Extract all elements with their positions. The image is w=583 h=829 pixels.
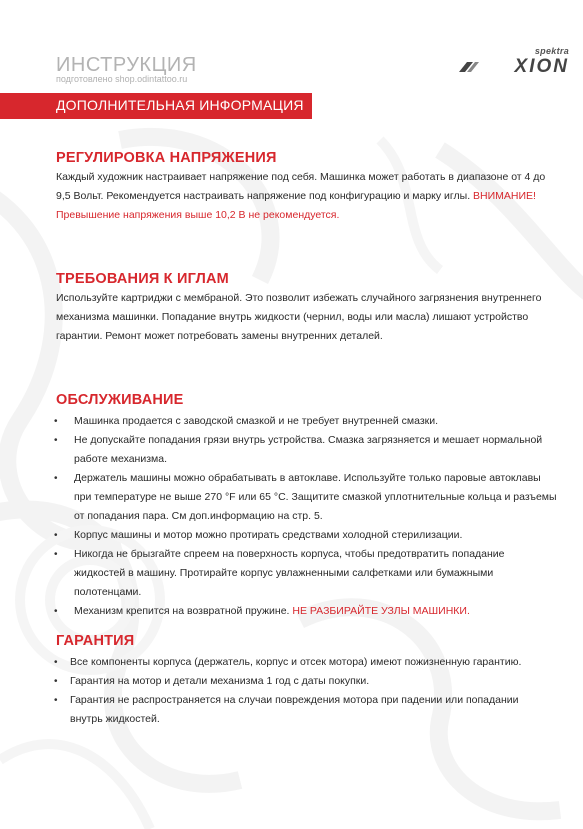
list-item: • Машинка продается с заводской смазкой и не требует внутренней смазки. bbox=[56, 412, 571, 431]
voltage-line-3: Превышение напряжения выше 10,2 В не рекомендуется. bbox=[56, 209, 340, 221]
heading-needles: ТРЕБОВАНИЯ К ИГЛАМ bbox=[56, 271, 229, 287]
list-item: • Не допускайте попадания грязи внутрь устройства. Смазка загрязняется и мешает нормальной работе механизма. bbox=[56, 431, 571, 469]
needles-line-1: Используйте картриджи с мембраной. Это позволит избежать случайного загрязнения внутреннего bbox=[56, 292, 542, 304]
voltage-line-2: 9,5 Вольт. Рекомендуется настраивать напряжение под конфигурацию и марку иглы. ВНИМАНИЕ! bbox=[56, 190, 536, 202]
heading-voltage: РЕГУЛИРОВКА НАПРЯЖЕНИЯ bbox=[56, 150, 277, 166]
disassembly-warning: НЕ РАЗБИРАЙТЕ УЗЛЫ МАШИНКИ. bbox=[292, 605, 470, 617]
section-voltage bbox=[56, 150, 571, 225]
banner-text: ДОПОЛНИТЕЛЬНАЯ ИНФОРМАЦИЯ bbox=[56, 97, 304, 113]
warranty-list bbox=[56, 653, 571, 729]
logo-spektra: spektra bbox=[534, 46, 569, 56]
list-item: • Механизм крепится на возвратной пружине. НЕ РАЗБИРАЙТЕ УЗЛЫ МАШИНКИ. bbox=[56, 602, 571, 621]
section-service bbox=[56, 392, 571, 621]
section-warranty bbox=[56, 633, 571, 729]
voltage-line-1: Каждый художник настраивает напряжение под себя. Машинка может работать в диапазоне от 4 до bbox=[56, 171, 546, 183]
list-item: • Никогда не брызгайте спреем на поверхность корпуса, чтобы предотвратить попадание жидкостей в машину. Протирайте корпус увлажненными салфетками или бумажными полотенцами. bbox=[56, 545, 571, 602]
voltage-warning: ВНИМАНИЕ! bbox=[473, 190, 536, 202]
needles-line-3: гарантии. Ремонт может потребовать замены внутренних деталей. bbox=[56, 330, 383, 342]
list-item: • Корпус машины и мотор можно протирать средствами холодной стерилизации. bbox=[56, 526, 571, 545]
list-item: • Гарантия не распространяется на случаи повреждения мотора при падении или попадании внутрь жидкостей. bbox=[56, 691, 571, 729]
heading-warranty: ГАРАНТИЯ bbox=[56, 633, 135, 649]
list-item: • Гарантия на мотор и детали механизма 1 год с даты покупки. bbox=[56, 672, 571, 691]
section-banner bbox=[0, 93, 312, 119]
logo-xion: XION bbox=[514, 56, 569, 77]
document-body bbox=[56, 150, 571, 729]
service-list bbox=[56, 412, 571, 621]
list-item: • Держатель машины можно обрабатывать в автоклаве. Используйте только паровые автоклавы при температуре не выше 270 °F или 65 °С. Защитите смазкой уплотнительные кольца и разъемы от попадания пара. См доп.информацию на стр. 5. bbox=[56, 469, 571, 526]
document-title: ИНСТРУКЦИЯ bbox=[56, 54, 197, 76]
logo-mark-icon bbox=[457, 60, 481, 74]
document-subtitle: подготовлено shop.odintattoo.ru bbox=[56, 74, 188, 84]
section-needles bbox=[56, 271, 571, 346]
needles-line-2: механизма машинки. Попадание внутрь жидкости (чернил, воды или масла) лишают устройство bbox=[56, 311, 529, 323]
brand-logo bbox=[457, 46, 569, 78]
heading-service: ОБСЛУЖИВАНИЕ bbox=[56, 392, 184, 408]
list-item: • Все компоненты корпуса (держатель, корпус и отсек мотора) имеют пожизненную гарантию. bbox=[56, 653, 571, 672]
